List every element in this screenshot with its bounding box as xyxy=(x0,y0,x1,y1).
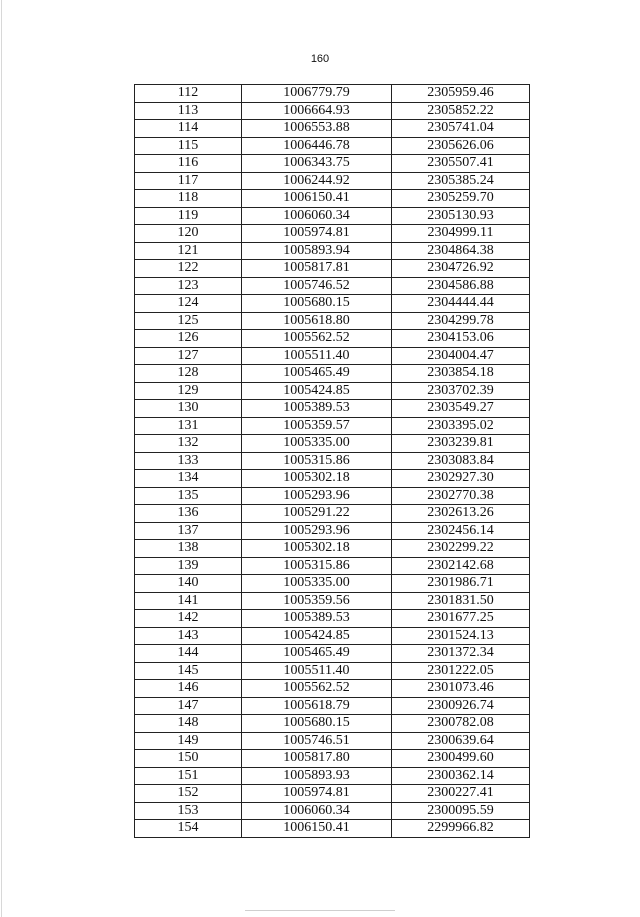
x-coordinate-cell: 1005817.81 xyxy=(242,260,392,278)
point-number-cell: 134 xyxy=(135,470,242,488)
point-number-cell: 152 xyxy=(135,785,242,803)
x-coordinate-cell: 1005974.81 xyxy=(242,785,392,803)
x-coordinate-cell: 1005291.22 xyxy=(242,505,392,523)
table-row xyxy=(135,715,530,733)
table-row xyxy=(135,85,530,103)
point-number-cell: 154 xyxy=(135,820,242,838)
table-row xyxy=(135,417,530,435)
page-left-edge xyxy=(1,0,2,917)
table-row xyxy=(135,347,530,365)
point-number-cell: 118 xyxy=(135,190,242,208)
point-number-cell: 122 xyxy=(135,260,242,278)
point-number-cell: 126 xyxy=(135,330,242,348)
x-coordinate-cell: 1005562.52 xyxy=(242,330,392,348)
x-coordinate-cell: 1005335.00 xyxy=(242,435,392,453)
point-number-cell: 131 xyxy=(135,417,242,435)
table-row xyxy=(135,750,530,768)
x-coordinate-cell: 1006150.41 xyxy=(242,190,392,208)
y-coordinate-cell: 2305741.04 xyxy=(392,120,530,138)
table-row xyxy=(135,225,530,243)
point-number-cell: 148 xyxy=(135,715,242,733)
table-row xyxy=(135,610,530,628)
table-row xyxy=(135,155,530,173)
table-row xyxy=(135,102,530,120)
x-coordinate-cell: 1006343.75 xyxy=(242,155,392,173)
x-coordinate-cell: 1006553.88 xyxy=(242,120,392,138)
x-coordinate-cell: 1006779.79 xyxy=(242,85,392,103)
x-coordinate-cell: 1005424.85 xyxy=(242,627,392,645)
y-coordinate-cell: 2300227.41 xyxy=(392,785,530,803)
point-number-cell: 125 xyxy=(135,312,242,330)
point-number-cell: 146 xyxy=(135,680,242,698)
x-coordinate-cell: 1005680.15 xyxy=(242,715,392,733)
table-row xyxy=(135,382,530,400)
y-coordinate-cell: 2300362.14 xyxy=(392,767,530,785)
point-number-cell: 137 xyxy=(135,522,242,540)
x-coordinate-cell: 1006664.93 xyxy=(242,102,392,120)
point-number-cell: 138 xyxy=(135,540,242,558)
table-row xyxy=(135,662,530,680)
y-coordinate-cell: 2305259.70 xyxy=(392,190,530,208)
x-coordinate-cell: 1005389.53 xyxy=(242,610,392,628)
table-row xyxy=(135,645,530,663)
table-row xyxy=(135,242,530,260)
x-coordinate-cell: 1005893.94 xyxy=(242,242,392,260)
point-number-cell: 123 xyxy=(135,277,242,295)
y-coordinate-cell: 2301372.34 xyxy=(392,645,530,663)
x-coordinate-cell: 1005293.96 xyxy=(242,487,392,505)
y-coordinate-cell: 2301986.71 xyxy=(392,575,530,593)
x-coordinate-cell: 1005465.49 xyxy=(242,365,392,383)
x-coordinate-cell: 1005746.52 xyxy=(242,277,392,295)
y-coordinate-cell: 2300782.08 xyxy=(392,715,530,733)
x-coordinate-cell: 1005359.56 xyxy=(242,592,392,610)
table-row xyxy=(135,697,530,715)
y-coordinate-cell: 2303549.27 xyxy=(392,400,530,418)
table-row xyxy=(135,470,530,488)
y-coordinate-cell: 2304864.38 xyxy=(392,242,530,260)
y-coordinate-cell: 2305385.24 xyxy=(392,172,530,190)
x-coordinate-cell: 1005562.52 xyxy=(242,680,392,698)
y-coordinate-cell: 2301831.50 xyxy=(392,592,530,610)
x-coordinate-cell: 1005315.86 xyxy=(242,557,392,575)
point-number-cell: 133 xyxy=(135,452,242,470)
table-row xyxy=(135,505,530,523)
y-coordinate-cell: 2304153.06 xyxy=(392,330,530,348)
point-number-cell: 119 xyxy=(135,207,242,225)
table-row xyxy=(135,312,530,330)
table-row xyxy=(135,172,530,190)
x-coordinate-cell: 1005618.79 xyxy=(242,697,392,715)
y-coordinate-cell: 2300095.59 xyxy=(392,802,530,820)
y-coordinate-cell: 2303395.02 xyxy=(392,417,530,435)
y-coordinate-cell: 2302142.68 xyxy=(392,557,530,575)
y-coordinate-cell: 2304586.88 xyxy=(392,277,530,295)
point-number-cell: 140 xyxy=(135,575,242,593)
y-coordinate-cell: 2302613.26 xyxy=(392,505,530,523)
x-coordinate-cell: 1005335.00 xyxy=(242,575,392,593)
x-coordinate-cell: 1006150.41 xyxy=(242,820,392,838)
point-number-cell: 116 xyxy=(135,155,242,173)
y-coordinate-cell: 2305852.22 xyxy=(392,102,530,120)
point-number-cell: 153 xyxy=(135,802,242,820)
x-coordinate-cell: 1005680.15 xyxy=(242,295,392,313)
page-bottom-mark xyxy=(245,910,395,911)
table-row xyxy=(135,680,530,698)
y-coordinate-cell: 2303083.84 xyxy=(392,452,530,470)
point-number-cell: 120 xyxy=(135,225,242,243)
y-coordinate-cell: 2302927.30 xyxy=(392,470,530,488)
table-row xyxy=(135,207,530,225)
point-number-cell: 149 xyxy=(135,732,242,750)
point-number-cell: 132 xyxy=(135,435,242,453)
table-row xyxy=(135,260,530,278)
y-coordinate-cell: 2304444.44 xyxy=(392,295,530,313)
table-row xyxy=(135,137,530,155)
y-coordinate-cell: 2305959.46 xyxy=(392,85,530,103)
y-coordinate-cell: 2300926.74 xyxy=(392,697,530,715)
table-row xyxy=(135,767,530,785)
x-coordinate-cell: 1005424.85 xyxy=(242,382,392,400)
table-row xyxy=(135,627,530,645)
table-row xyxy=(135,575,530,593)
x-coordinate-cell: 1005511.40 xyxy=(242,662,392,680)
table-row xyxy=(135,330,530,348)
point-number-cell: 130 xyxy=(135,400,242,418)
table-row xyxy=(135,400,530,418)
table-row xyxy=(135,732,530,750)
y-coordinate-cell: 2299966.82 xyxy=(392,820,530,838)
table-row xyxy=(135,487,530,505)
x-coordinate-cell: 1005974.81 xyxy=(242,225,392,243)
table-row xyxy=(135,522,530,540)
table-row xyxy=(135,785,530,803)
point-number-cell: 127 xyxy=(135,347,242,365)
y-coordinate-cell: 2302770.38 xyxy=(392,487,530,505)
y-coordinate-cell: 2303239.81 xyxy=(392,435,530,453)
table-row xyxy=(135,592,530,610)
point-number-cell: 115 xyxy=(135,137,242,155)
y-coordinate-cell: 2305507.41 xyxy=(392,155,530,173)
table-row xyxy=(135,120,530,138)
x-coordinate-cell: 1005618.80 xyxy=(242,312,392,330)
y-coordinate-cell: 2303702.39 xyxy=(392,382,530,400)
table-row xyxy=(135,190,530,208)
point-number-cell: 151 xyxy=(135,767,242,785)
x-coordinate-cell: 1005302.18 xyxy=(242,540,392,558)
point-number-cell: 150 xyxy=(135,750,242,768)
point-number-cell: 139 xyxy=(135,557,242,575)
y-coordinate-cell: 2300639.64 xyxy=(392,732,530,750)
x-coordinate-cell: 1006244.92 xyxy=(242,172,392,190)
table-row xyxy=(135,820,530,838)
point-number-cell: 136 xyxy=(135,505,242,523)
point-number-cell: 124 xyxy=(135,295,242,313)
y-coordinate-cell: 2301524.13 xyxy=(392,627,530,645)
coordinates-table-body xyxy=(135,85,530,838)
x-coordinate-cell: 1005389.53 xyxy=(242,400,392,418)
point-number-cell: 112 xyxy=(135,85,242,103)
y-coordinate-cell: 2304999.11 xyxy=(392,225,530,243)
point-number-cell: 143 xyxy=(135,627,242,645)
point-number-cell: 142 xyxy=(135,610,242,628)
table-row xyxy=(135,365,530,383)
point-number-cell: 145 xyxy=(135,662,242,680)
x-coordinate-cell: 1006060.34 xyxy=(242,207,392,225)
point-number-cell: 113 xyxy=(135,102,242,120)
x-coordinate-cell: 1005817.80 xyxy=(242,750,392,768)
y-coordinate-cell: 2304004.47 xyxy=(392,347,530,365)
y-coordinate-cell: 2304299.78 xyxy=(392,312,530,330)
x-coordinate-cell: 1005293.96 xyxy=(242,522,392,540)
y-coordinate-cell: 2305626.06 xyxy=(392,137,530,155)
y-coordinate-cell: 2301222.05 xyxy=(392,662,530,680)
y-coordinate-cell: 2303854.18 xyxy=(392,365,530,383)
x-coordinate-cell: 1005359.57 xyxy=(242,417,392,435)
table-row xyxy=(135,452,530,470)
y-coordinate-cell: 2302299.22 xyxy=(392,540,530,558)
y-coordinate-cell: 2304726.92 xyxy=(392,260,530,278)
x-coordinate-cell: 1005746.51 xyxy=(242,732,392,750)
point-number-cell: 128 xyxy=(135,365,242,383)
coordinates-table xyxy=(134,84,530,838)
page-number: 160 xyxy=(310,53,330,65)
y-coordinate-cell: 2305130.93 xyxy=(392,207,530,225)
point-number-cell: 114 xyxy=(135,120,242,138)
table-row xyxy=(135,540,530,558)
point-number-cell: 135 xyxy=(135,487,242,505)
y-coordinate-cell: 2301073.46 xyxy=(392,680,530,698)
table-row xyxy=(135,277,530,295)
table-row xyxy=(135,295,530,313)
point-number-cell: 117 xyxy=(135,172,242,190)
y-coordinate-cell: 2301677.25 xyxy=(392,610,530,628)
point-number-cell: 141 xyxy=(135,592,242,610)
x-coordinate-cell: 1005302.18 xyxy=(242,470,392,488)
point-number-cell: 129 xyxy=(135,382,242,400)
x-coordinate-cell: 1005893.93 xyxy=(242,767,392,785)
table-row xyxy=(135,802,530,820)
point-number-cell: 144 xyxy=(135,645,242,663)
y-coordinate-cell: 2302456.14 xyxy=(392,522,530,540)
x-coordinate-cell: 1005465.49 xyxy=(242,645,392,663)
y-coordinate-cell: 2300499.60 xyxy=(392,750,530,768)
table-row xyxy=(135,557,530,575)
x-coordinate-cell: 1006446.78 xyxy=(242,137,392,155)
table-row xyxy=(135,435,530,453)
point-number-cell: 121 xyxy=(135,242,242,260)
x-coordinate-cell: 1006060.34 xyxy=(242,802,392,820)
point-number-cell: 147 xyxy=(135,697,242,715)
x-coordinate-cell: 1005511.40 xyxy=(242,347,392,365)
x-coordinate-cell: 1005315.86 xyxy=(242,452,392,470)
